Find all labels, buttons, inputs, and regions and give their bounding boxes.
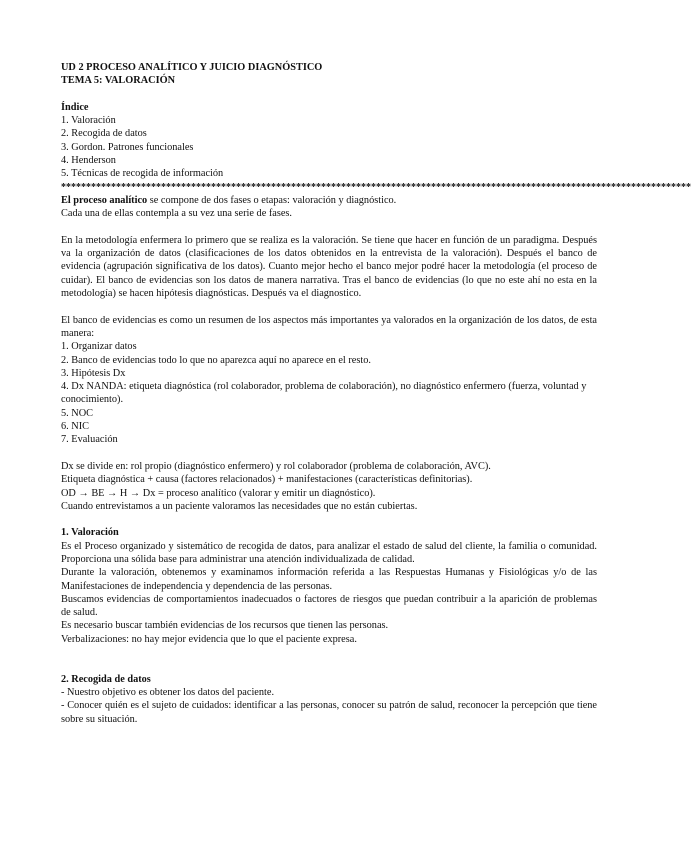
evidence-step: 6. NIC [61, 421, 90, 433]
evidence-step: 2. Banco de evidencias todo lo que no aparezca aquí no aparece en el resto. [61, 354, 371, 366]
document-subtitle: TEMA 5: VALORACIÓN [61, 75, 176, 87]
document-content [61, 61, 691, 726]
section-2-bullet: - Nuestro objetivo es obtener los datos del paciente. [61, 686, 275, 698]
dx-line: Cuando entrevistamos a un paciente valoramos las necesidades que no están cubiertas. [61, 500, 418, 512]
index-heading: Índice [61, 101, 89, 113]
section-1-heading: 1. Valoración [61, 527, 119, 539]
section-2-bullet: - Conocer quién es el sujeto de cuidados: identificar a las personas, conocer su patrón de salud, reconocer la percepción que tiene sobre su situación. [61, 700, 597, 725]
asterisk-divider: ****************************************************************************************************************************** [61, 181, 691, 193]
section-2-heading: 2. Recogida de datos [61, 673, 151, 685]
index-item-tecnicas: 5. Técnicas de recogida de información [61, 168, 224, 180]
section-1-paragraph: Es necesario buscar también evidencias de los recursos que tienen las personas. [61, 620, 389, 632]
evidence-step: 5. NOC [61, 407, 94, 419]
section-1-paragraph: Durante la valoración, obtenemos y examinamos información referida a las Respuestas Humanas y Fisiológicas y/o de las Manifestaciones de independencia y dependencia de las personas. [61, 567, 597, 592]
dx-line: OD → BE → H → Dx = proceso analítico (valorar y emitir un diagnóstico). [61, 487, 376, 499]
evidence-steps-list [61, 340, 597, 446]
document-title: UD 2 PROCESO ANALÍTICO Y JUICIO DIAGNÓSTICO [61, 62, 323, 73]
methodology-paragraph: En la metodología enfermera lo primero que se realiza es la valoración. Se tiene que hacer en función de un paradigma. Después va la organización de datos (clasificaciones de los datos obtenidos en la entrevista de la valoración). Después el banco de evidencia (agrupación significativa de los datos). Cuanto mejor hecho el banco mejor podré hacer la metodología (el proceso de cuidar). El banco de evidencias son los datos de manera narrativa. Tras el banco de evidencias (lo que no este ahí no esta en la metodología) se hacen hipótesis diagnósticas. Después va el diagnostico. [61, 234, 597, 300]
section-1-paragraph: Buscamos evidencias de comportamientos inadecuados o factores de riesgos que puedan contribuir a la aparición de problemas de salud. [61, 593, 597, 619]
section-1-paragraph: Es el Proceso organizado y sistemático de recogida de datos, para analizar el estado de salud del cliente, la familia o comunidad. Proporciona una sólida base para administrar una atención individualizada de calidad. [61, 540, 597, 565]
section-1-paragraph: Verbalizaciones: no hay mejor evidencia que lo que el paciente expresa. [61, 633, 357, 645]
evidence-bank-paragraph: El banco de evidencias es como un resumen de los aspectos más importantes ya valorados en la organización de los datos, de esta manera: [61, 314, 597, 339]
index-item-henderson: 4. Henderson [61, 155, 116, 167]
evidence-step: 7. Evaluación [61, 434, 118, 446]
dx-line: Etiqueta diagnóstica + causa (factores relacionados) + manifestaciones (características definitorias). [61, 474, 473, 486]
intro-line-1-rest: se compone de dos fases o etapas: valoración y diagnóstico. [147, 194, 397, 206]
section-2-list [61, 686, 597, 726]
dx-line: Dx se divide en: rol propio (diagnóstico enfermero) y rol colaborador (problema de colaboración, AVC). [61, 460, 491, 472]
index-item-recogida: 2. Recogida de datos [61, 128, 147, 140]
index-item-valoracion: 1. Valoración [61, 115, 116, 127]
evidence-step: 4. Dx NANDA: etiqueta diagnóstica (rol colaborador, problema de colaboración), no diagnóstico enfermero (fuerza, voluntad y conocimiento). [61, 381, 587, 406]
index-item-gordon: 3. Gordon. Patrones funcionales [61, 141, 194, 153]
evidence-step: 3. Hipótesis Dx [61, 367, 126, 379]
intro-line-2: Cada una de ellas contempla a su vez una serie de fases. [61, 208, 293, 220]
intro-bold-term: El proceso analítico [61, 194, 148, 206]
evidence-step: 1. Organizar datos [61, 341, 137, 353]
intro-line-1 [61, 194, 597, 207]
index-list [61, 114, 597, 180]
